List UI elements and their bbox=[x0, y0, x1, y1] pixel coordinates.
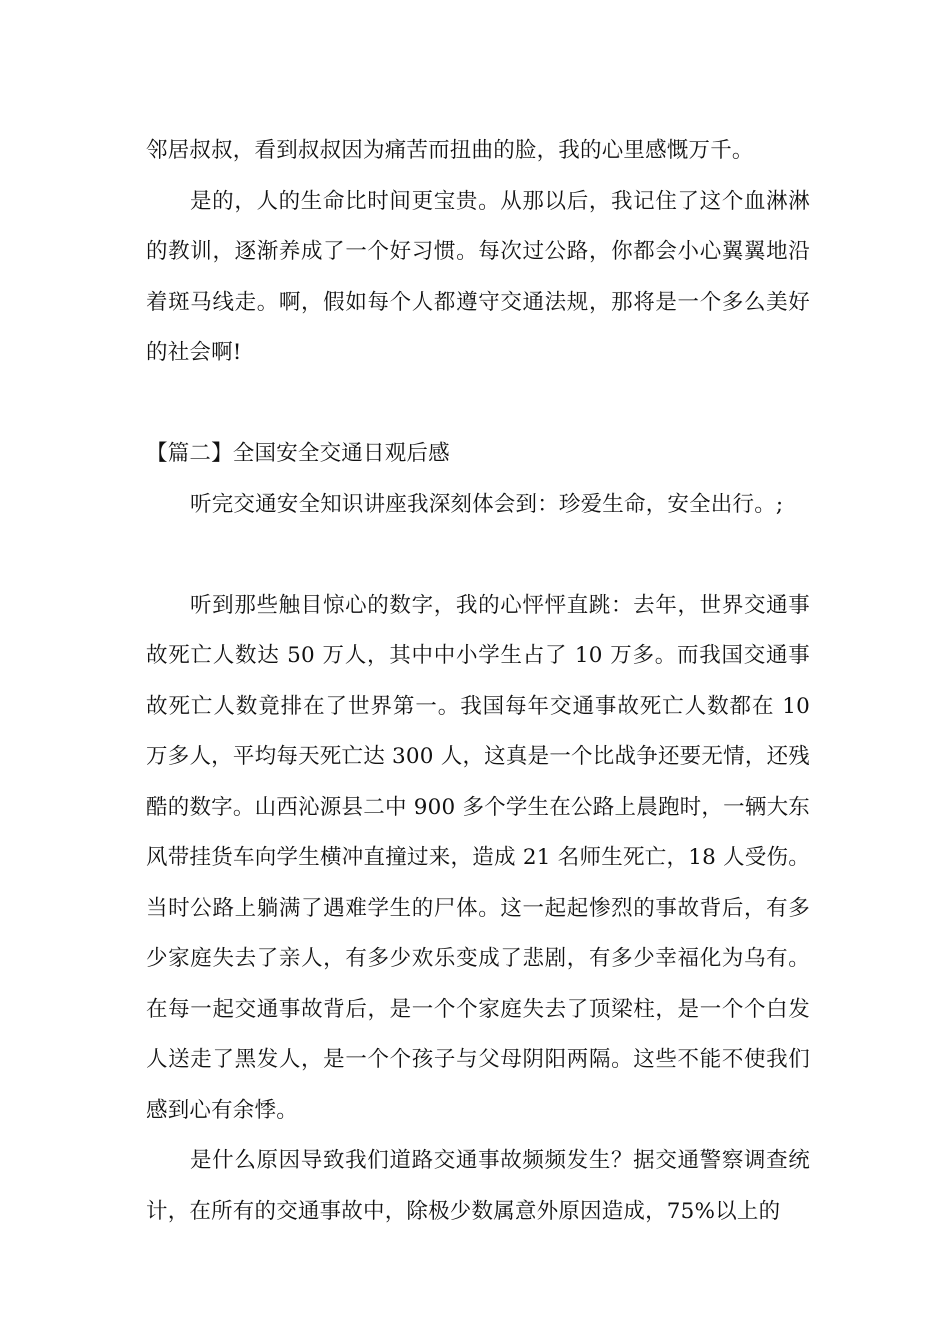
blank-line bbox=[146, 379, 810, 430]
paragraph-continued: 邻居叔叔，看到叔叔因为痛苦而扭曲的脸，我的心里感慨万千。 bbox=[146, 138, 754, 163]
blank-line bbox=[146, 530, 810, 581]
document-body bbox=[146, 126, 810, 1237]
paragraph-lesson: 是的，人的生命比时间更宝贵。从那以后，我记住了这个血淋淋的教训，逐渐养成了一个好习惯。每次过公路，你都会小心翼翼地沿着斑马线走。啊，假如每个人都遵守交通法规，那将是一个多么美好的社会啊! bbox=[146, 188, 810, 365]
paragraph-intro: 听完交通安全知识讲座我深刻体会到：珍爱生命，安全出行。; bbox=[190, 491, 784, 517]
paragraph-causes: 是什么原因导致我们道路交通事故频频发生？据交通警察调查统计，在所有的交通事故中，除极少数属意外原因造成，75%以上的 bbox=[146, 1148, 810, 1224]
paragraph-statistics: 听到那些触目惊心的数字，我的心怦怦直跳：去年，世界交通事故死亡人数达 50 万人，其中中小学生占了 10 万多。而我国交通事故死亡人数竟排在了世界第一。我国每年交通事故死亡人数都在 10 万多人，平均每天死亡达 300 人，这真是一个比战争还要无情，还残酷的数字。山西沁源县二中 900 多个学生在公路上晨跑时，一辆大东风带挂货车向学生横冲直撞过来，造成 21 名师生死亡，18 人受伤。当时公路上躺满了遇难学生的尸体。这一起起惨烈的事故背后，有多少家庭失去了亲人，有多少欢乐变成了悲剧，有多少幸福化为乌有。在每一起交通事故背后，是一个个家庭失去了顶梁柱，是一个个白发人送走了黑发人，是一个个孩子与父母阴阳两隔。这些不能不使我们感到心有余悸。 bbox=[146, 592, 810, 1123]
section-heading: 【篇二】全国安全交通日观后感 bbox=[146, 441, 450, 466]
